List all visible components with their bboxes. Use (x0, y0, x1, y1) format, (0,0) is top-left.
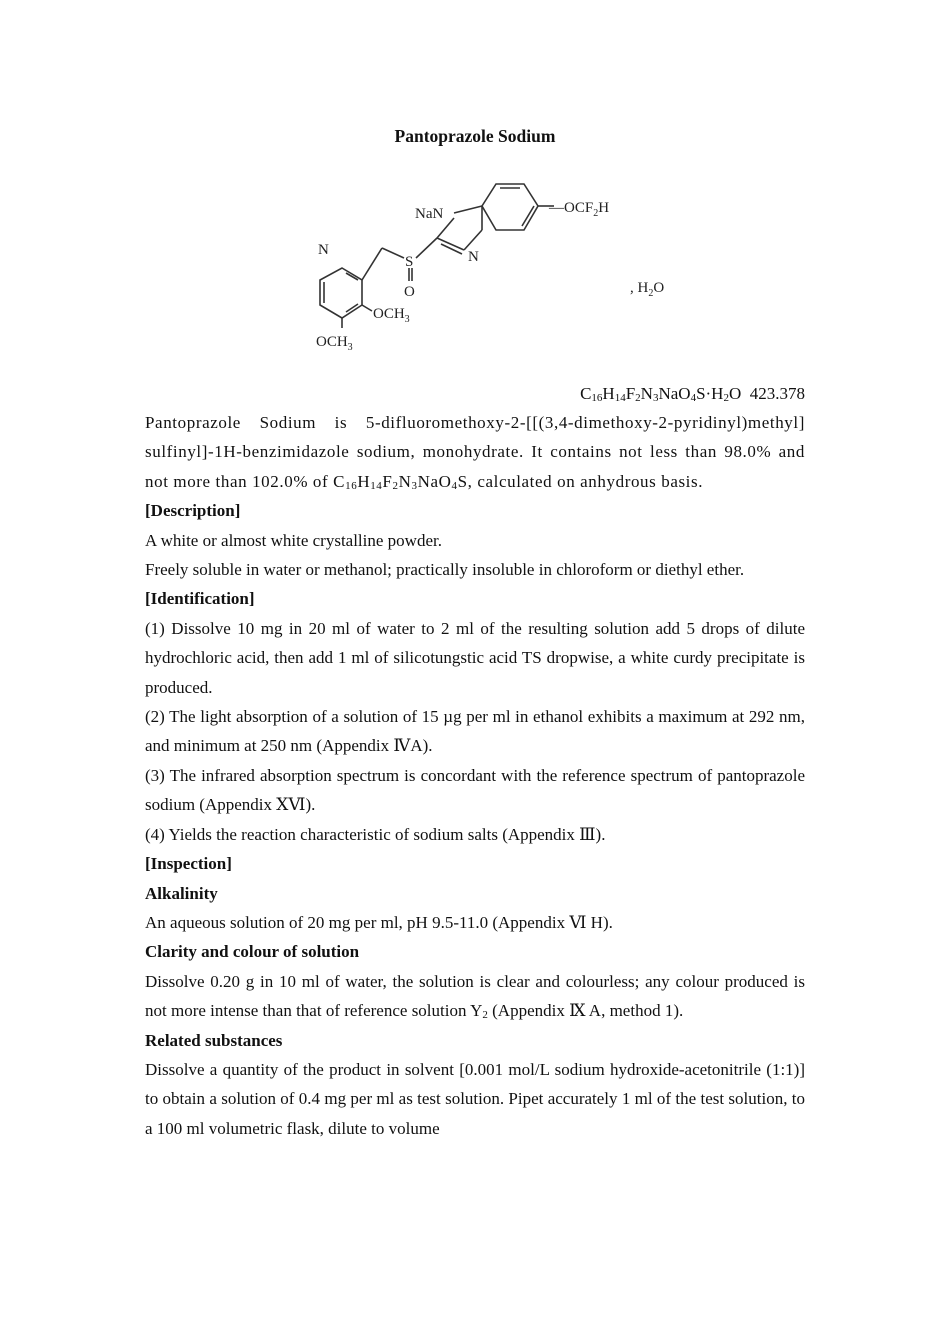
ocf2h-label: $—OCF_2H$ (549, 200, 610, 219)
och3-label-a: $OCH_3$ (373, 306, 410, 325)
description-heading: [Description] (145, 501, 241, 521)
inspection-heading: [Inspection] (145, 854, 232, 874)
related-substances-heading: Related substances (145, 1030, 283, 1050)
identification-item: (1) Dissolve 10 mg in 20 ml of water to 2 ml of the resulting solution add 5 drops of dilute hydrochloric acid, then add 1 ml of silicotungstic acid TS dropwise, a white curdy precipitate is produced. (145, 618, 805, 697)
clarity-text: Dissolve 0.20 g in 10 ml of water, the solution is clear and colourless; any colour produced is not more intense than that of reference solution $Y_2$ (Appendix Ⅸ A, method 1). (145, 971, 805, 1022)
water-label: , $H_2O$ (630, 280, 665, 299)
alkalinity-text: An aqueous solution of 20 mg per ml, pH 9.5-11.0 (Appendix Ⅵ H). (145, 912, 613, 932)
identification-heading: [Identification] (145, 589, 255, 609)
description-text: A white or almost white crystalline powder. (145, 530, 442, 550)
page-title: Pantoprazole Sodium (394, 126, 556, 146)
related-substances-text: Dissolve a quantity of the product in solvent [0.001 mol/L sodium hydroxide-acetonitrile (1:1)] to obtain a solution of 0.4 mg per ml as test solution. Pipet accurately 1 ml of the test solution, to a 100 ml volumetric flask, dilute to volume (145, 1059, 805, 1138)
intro-paragraph: Pantoprazole Sodium is 5-difluoromethoxy-2-[[(3,4-dimethoxy-2-pyridinyl)methyl] sulfinyl]-1H-benzimidazole sodium, monohydrate. It contains not less than 98.0% and not more than 102.0% of $C_{16}H_{14}F_2N_3NaO_4S$, calculated on anhydrous basis. (145, 413, 805, 492)
sulfur-label: S (405, 254, 414, 270)
molecular-weight: 423.378 (749, 384, 805, 403)
oxygen-label: O (404, 284, 415, 300)
nan-label: NaN (415, 206, 444, 222)
identification-item: (4) Yields the reaction characteristic of sodium salts (Appendix Ⅲ). (145, 824, 606, 844)
n-pyridine-label: N (318, 242, 329, 258)
molecular-formula: $C_{16}H_{14}F_2N_3NaO_4S\cdot H_2O$ 423.378 (580, 384, 805, 404)
identification-item: (2) The light absorption of a solution of 15 µg per ml in ethanol exhibits a maximum at 292 nm, and minimum at 250 nm (Appendix ⅣA). (145, 707, 805, 756)
solubility-text: Freely soluble in water or methanol; practically insoluble in chloroform or diethyl ether. (145, 560, 745, 580)
n-imidazole-label: N (468, 249, 479, 265)
chemical-structure-image (232, 168, 717, 364)
alkalinity-heading: Alkalinity (145, 883, 218, 903)
och3-label-b: $OCH_3$ (316, 334, 353, 353)
document-body (145, 408, 805, 1143)
clarity-heading: Clarity and colour of solution (145, 942, 360, 962)
identification-item: (3) The infrared absorption spectrum is concordant with the reference spectrum of pantoprazole sodium (Appendix ⅩⅥ). (145, 765, 805, 815)
